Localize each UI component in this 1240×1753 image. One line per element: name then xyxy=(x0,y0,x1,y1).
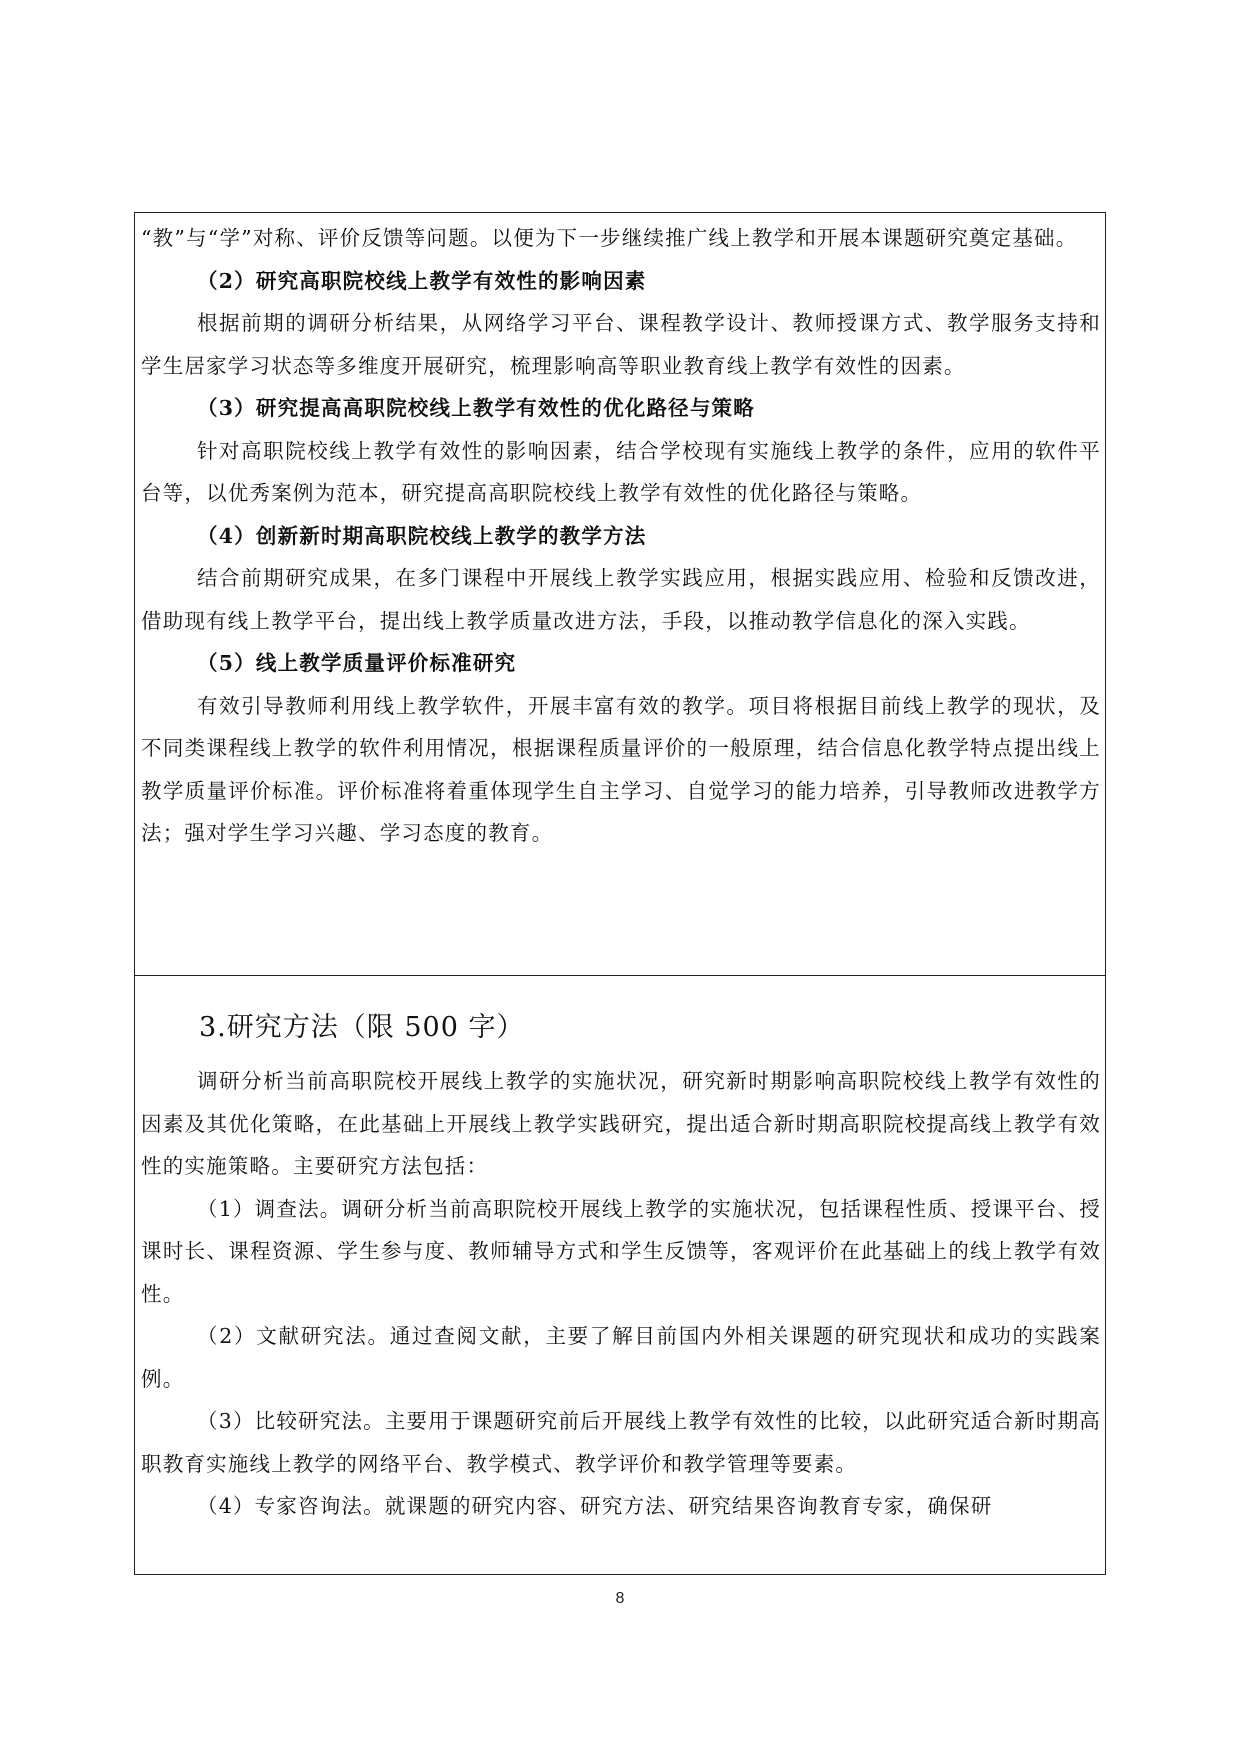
continuation-paragraph: “教”与“学”对称、评价反馈等问题。以便为下一步继续推广线上教学和开展本课题研究奠定基础。 xyxy=(141,226,1078,250)
form-table xyxy=(134,212,1106,1575)
paragraph-influencing-factors: 根据前期的调研分析结果，从网络学习平台、课程教学设计、教师授课方式、教学服务支持和学生居家学习状态等多维度开展研究，梳理影响高等职业教育线上教学有效性的因素。 xyxy=(141,311,1101,378)
paragraph-method-literature: （2）文献研究法。通过查阅文献，主要了解目前国内外相关课题的研究现状和成功的实践案例。 xyxy=(141,1324,1101,1391)
paragraph-methods-intro: 调研分析当前高职院校开展线上教学的实施状况，研究新时期影响高职院校线上教学有效性的因素及其优化策略，在此基础上开展线上教学实践研究，提出适合新时期高职院校提高线上教学有效性的实施策略。主要研究方法包括： xyxy=(141,1069,1101,1178)
paragraph-method-comparison: （3）比较研究法。主要用于课题研究前后开展线上教学有效性的比较，以此研究适合新时期高职教育实施线上教学的网络平台、教学模式、教学评价和教学管理等要素。 xyxy=(141,1409,1101,1476)
research-methods-cell xyxy=(135,976,1105,1574)
subheading-quality-evaluation: （5）线上教学质量评价标准研究 xyxy=(197,651,517,675)
page-number: 8 xyxy=(615,1590,625,1607)
paragraph-optimization-path: 针对高职院校线上教学有效性的影响因素，结合学校现有实施线上教学的条件，应用的软件平台等，以优秀案例为范本，研究提高高职院校线上教学有效性的优化路径与策略。 xyxy=(141,438,1101,505)
research-content-cell xyxy=(135,213,1105,976)
subheading-influencing-factors: （2）研究高职院校线上教学有效性的影响因素 xyxy=(197,268,647,293)
section-title-research-methods: 3.研究方法（限 500 字） xyxy=(199,1012,525,1043)
paragraph-method-expert: （4）专家咨询法。就课题的研究内容、研究方法、研究结果咨询教育专家，确保研 xyxy=(197,1494,993,1518)
subheading-optimization-path: （3）研究提高高职院校线上教学有效性的优化路径与策略 xyxy=(197,396,755,420)
paragraph-method-survey: （1）调查法。调研分析当前高职院校开展线上教学的实施状况，包括课程性质、授课平台、授课时长、课程资源、学生参与度、教师辅导方式和学生反馈等，客观评价在此基础上的线上教学有效性。 xyxy=(141,1196,1101,1306)
subheading-teaching-methods: （4）创新新时期高职院校线上教学的教学方法 xyxy=(197,523,647,548)
paragraph-teaching-methods: 结合前期研究成果，在多门课程中开展线上教学实践应用，根据实践应用、检验和反馈改进，借助现有线上教学平台，提出线上教学质量改进方法，手段，以推动教学信息化的深入实践。 xyxy=(141,566,1101,633)
paragraph-quality-evaluation: 有效引导教师利用线上教学软件，开展丰富有效的教学。项目将根据目前线上教学的现状，及不同类课程线上教学的软件利用情况，根据课程质量评价的一般原理，结合信息化教学特点提出线上教学质量评价标准。评价标准将着重体现学生自主学习、自觉学习的能力培养，引导教师改进教学方法；强对学生学习兴趣、学习态度的教育。 xyxy=(141,693,1101,845)
